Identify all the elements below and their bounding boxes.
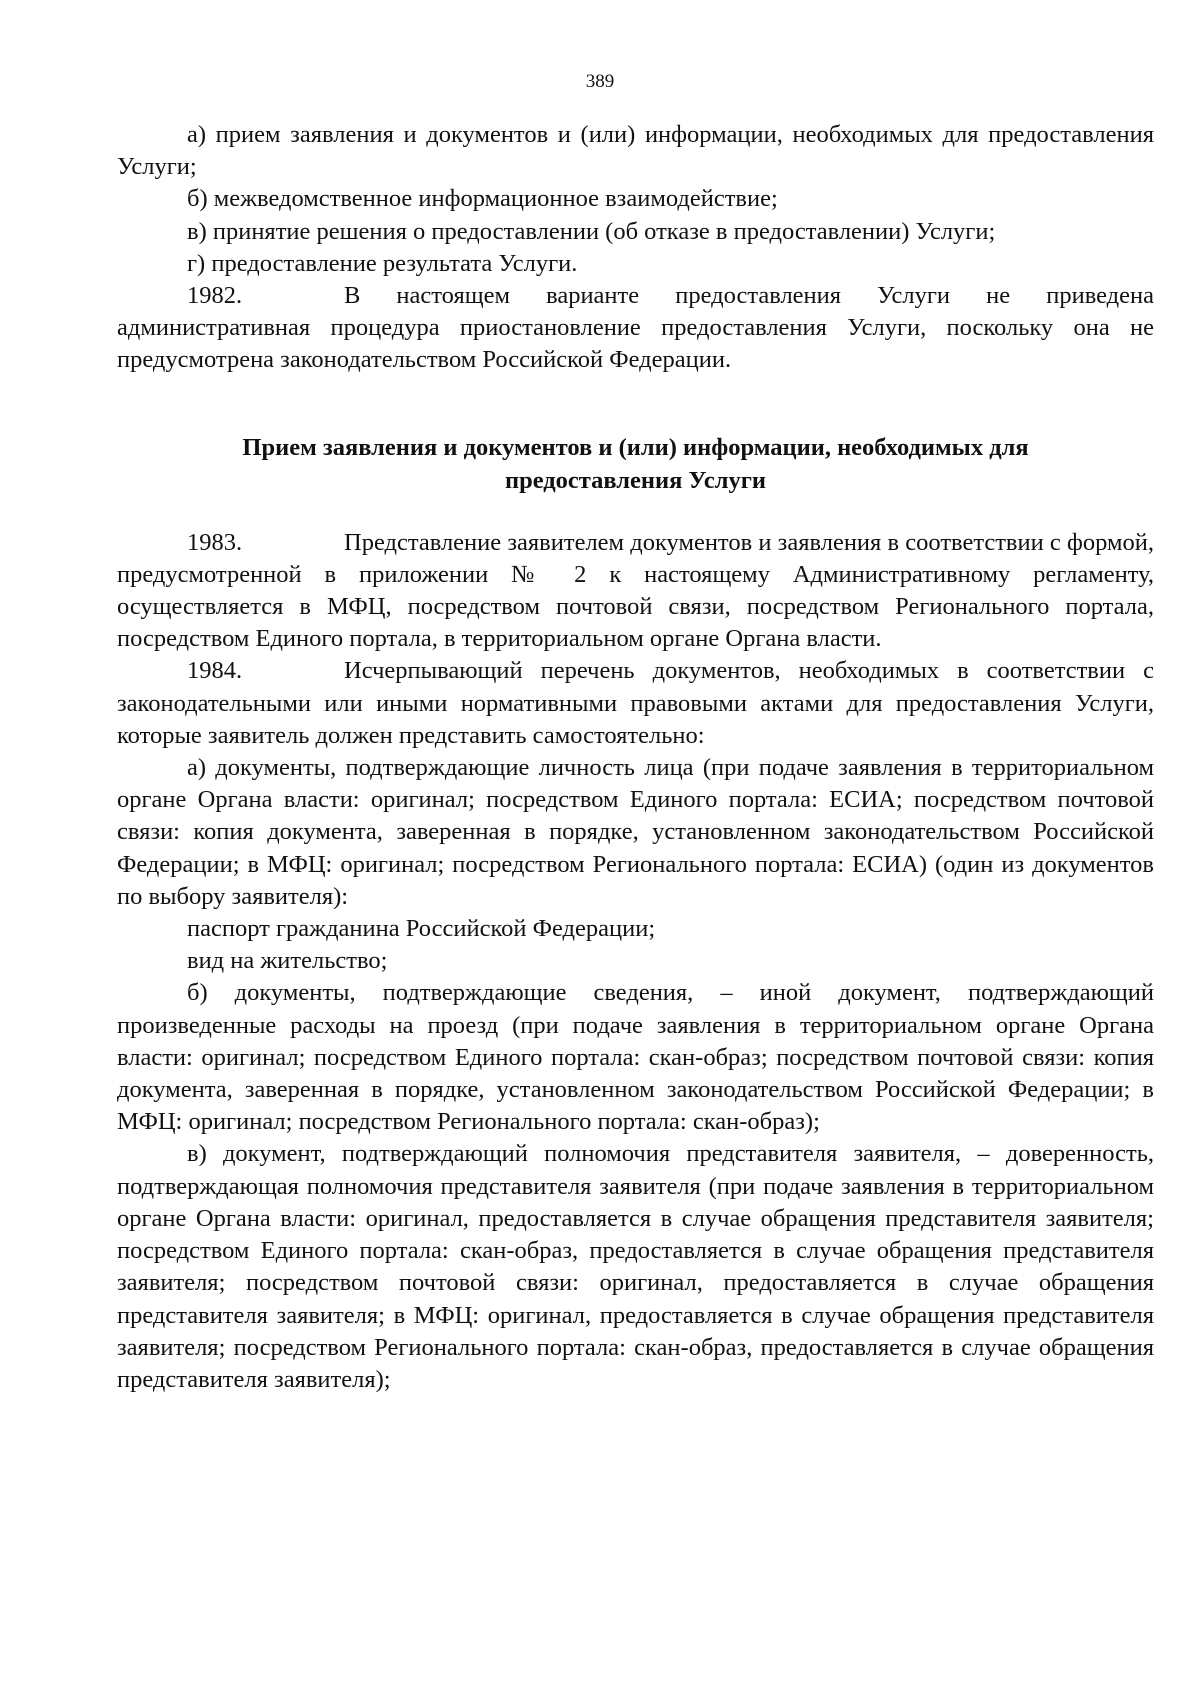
paragraph-1983 [117, 527, 1154, 656]
section-heading-line-1: Прием заявления и документов и (или) информации, необходимых для [242, 433, 1029, 461]
list-item-b: б) межведомственное информационное взаимодействие; [187, 185, 778, 213]
paragraph-text: Исчерпывающий перечень документов, необходимых в соответствии с законодательными или иными нормативными правовыми актами для предоставления Услуги, которые заявитель должен представить самостоятельно: [117, 657, 1154, 749]
list-item-a: а) прием заявления и документов и (или) информации, необходимых для предоставления Услуги; [117, 121, 1154, 181]
list-item-g: г) предоставление результата Услуги. [187, 249, 578, 277]
paragraph-1982 [117, 280, 1154, 377]
section-heading [117, 431, 1154, 497]
paragraph-number: 1984. [187, 657, 243, 685]
list-item-a-documents: а) документы, подтверждающие личность лица (при подаче заявления в территориальном органе Органа власти: оригинал; посредством Единого портала: ЕСИА; посредством почтовой связи: копия документа, заверенная в порядке, установленном законодательством Российской Федерации; в МФЦ: оригинал; посредством Регионального портала: ЕСИА) (один из документов по выбору заявителя): [117, 754, 1154, 910]
paragraph-text: В настоящем варианте предоставления Услуги не приведена административная процедура приостановление предоставления Услуги, поскольку она не предусмотрена законодательством Российской Федерации. [117, 282, 1154, 374]
paragraph-1984 [117, 655, 1154, 752]
list-item-b-documents: б) документы, подтверждающие сведения, – иной документ, подтверждающий произведенные расходы на проезд (при подаче заявления в территориальном органе Органа власти: оригинал; посредством Единого портала: скан-образ; посредством почтовой связи: копия документа, заверенная в порядке, установленном законодательством Российской Федерации; в МФЦ: оригинал; посредством Регионального портала: скан-образ); [117, 979, 1154, 1136]
list-item-passport: паспорт гражданина Российской Федерации; [187, 915, 656, 943]
list-item-v-document: в) документ, подтверждающий полномочия представителя заявителя, – доверенность, подтверждающая полномочия представителя заявителя (при подаче заявления в территориальном органе Органа власти: оригинал, предоставляется в случае обращения представителя заявителя; посредством Единого портала: скан-образ, предоставляется в случае обращения представителя заявителя; посредством почтовой связи: оригинал, предоставляется в случае обращения представителя заявителя; в МФЦ: оригинал, предоставляется в случае обращения представителя заявителя; посредством Регионального портала: скан-образ, предоставляется в случае обращения представителя заявителя); [117, 1140, 1154, 1393]
page-number: 389 [585, 71, 615, 92]
paragraph-text: Представление заявителем документов и заявления в соответствии с формой, предусмотренной в приложении № 2 к настоящему Административному регламенту, осуществляется в МФЦ, посредством почтовой связи, посредством Регионального портала, посредством Единого портала, в территориальном органе Органа власти. [117, 528, 1154, 653]
section-heading-line-2: предоставления Услуги [505, 466, 766, 494]
list-item-v: в) принятие решения о предоставлении (об отказе в предоставлении) Услуги; [187, 217, 996, 245]
paragraph-number: 1983. [187, 528, 243, 556]
document-body [117, 119, 1154, 1396]
paragraph-number: 1982. [187, 282, 243, 310]
list-item-residence-permit: вид на жительство; [187, 947, 388, 975]
